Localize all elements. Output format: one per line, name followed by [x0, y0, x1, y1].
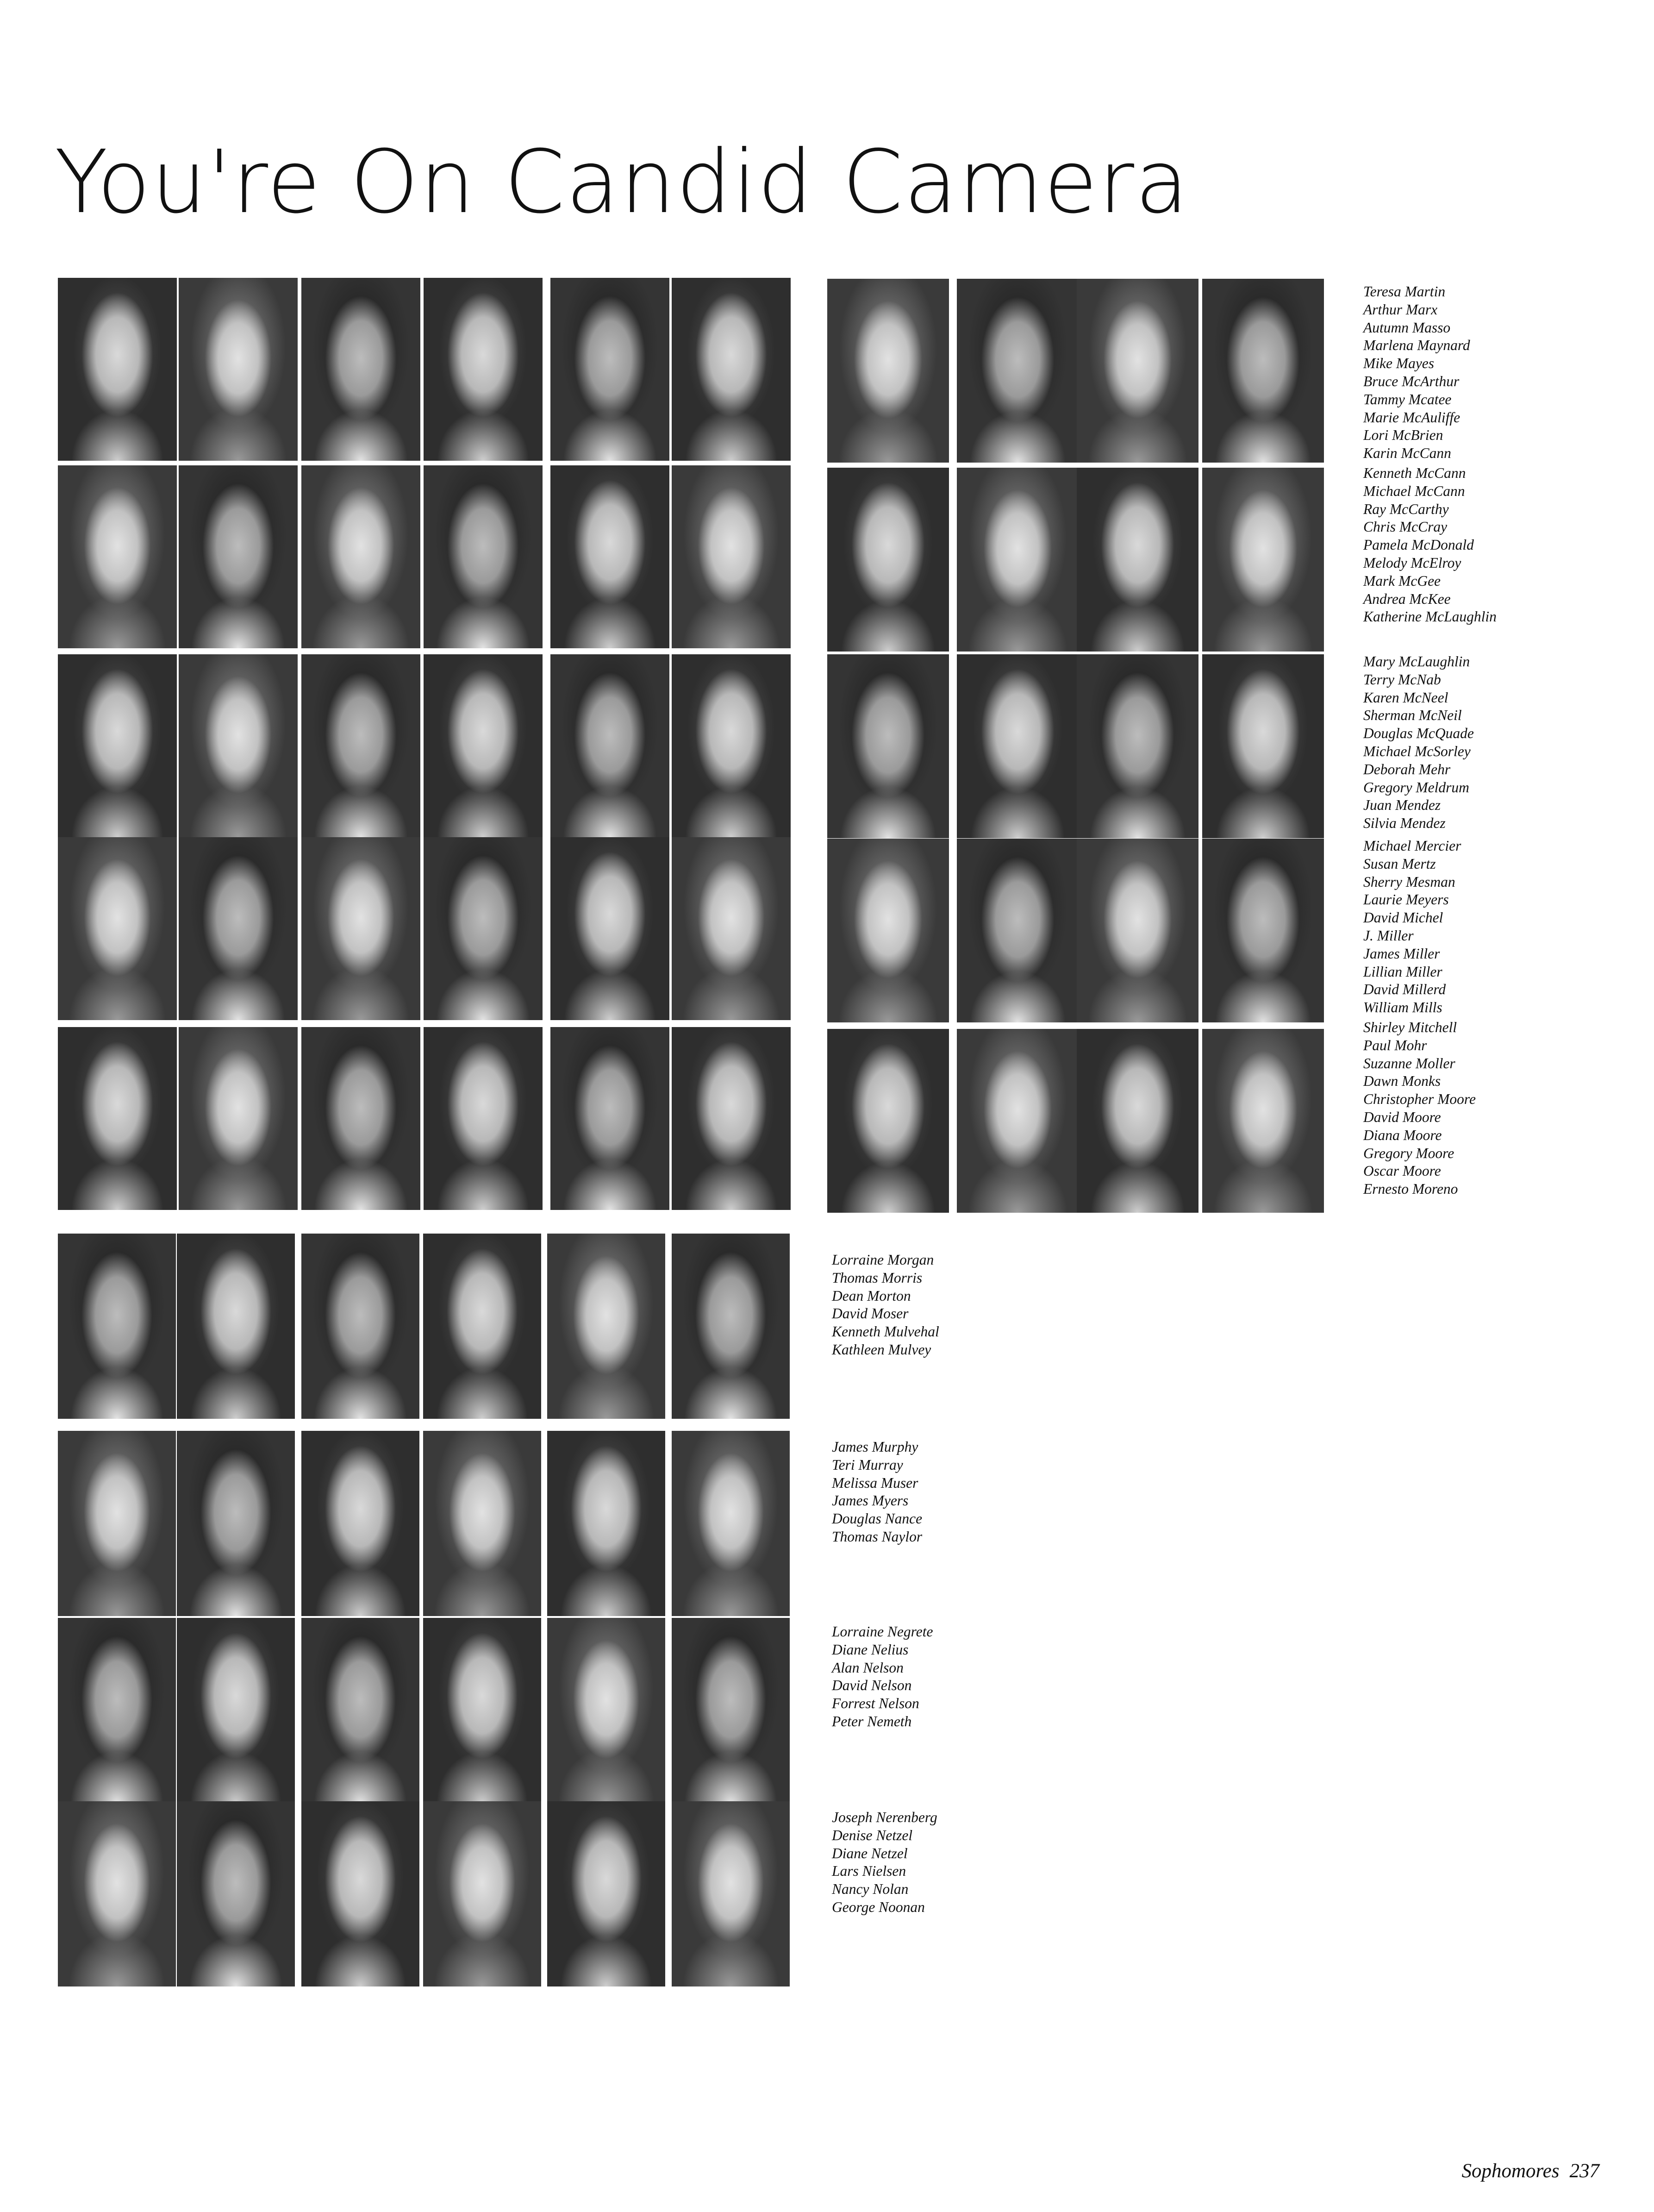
student-portrait [423, 1618, 541, 1803]
student-portrait [179, 465, 298, 648]
name-list-top-5 [1363, 1019, 1476, 1198]
name-entry: Juan Mendez [1363, 797, 1441, 814]
name-entry: Diana Moore [1363, 1127, 1442, 1143]
student-portrait [672, 837, 791, 1020]
student-portrait [550, 278, 669, 461]
student-portrait [672, 1801, 790, 1986]
name-entry: Deborah Mehr [1363, 761, 1451, 777]
student-portrait [827, 839, 949, 1022]
name-entry: Mark McGee [1363, 572, 1441, 589]
name-entry: Alan Nelson [832, 1659, 904, 1676]
name-entry: Andrea McKee [1363, 590, 1451, 607]
name-entry: Mary McLaughlin [1363, 653, 1470, 670]
name-entry: Christopher Moore [1363, 1091, 1476, 1108]
student-portrait [827, 654, 949, 838]
student-portrait [179, 654, 298, 837]
name-entry: Terry McNab [1363, 671, 1441, 688]
name-list-bottom-3 [832, 1623, 933, 1731]
student-portrait [424, 1027, 543, 1210]
student-portrait [550, 465, 669, 648]
student-portrait [423, 1801, 541, 1986]
student-portrait [423, 1431, 541, 1616]
name-entry: Autumn Masso [1363, 319, 1451, 336]
student-portrait [1202, 279, 1324, 463]
student-portrait [957, 468, 1079, 652]
name-list-bottom-2 [832, 1438, 922, 1546]
name-list-bottom-1 [832, 1251, 939, 1359]
student-portrait [301, 465, 420, 648]
name-entry: Karen McNeel [1363, 689, 1448, 706]
student-portrait [957, 654, 1079, 838]
student-portrait [827, 279, 949, 463]
student-portrait [177, 1431, 295, 1616]
name-entry: Lorraine Negrete [832, 1623, 933, 1640]
name-entry: Lorraine Morgan [832, 1252, 934, 1268]
name-entry: Douglas Nance [832, 1510, 923, 1527]
name-entry: Joseph Nerenberg [832, 1809, 937, 1825]
student-portrait [301, 654, 420, 837]
student-portrait [1202, 468, 1324, 652]
name-entry: David Millerd [1363, 981, 1446, 998]
name-entry: Marlena Maynard [1363, 337, 1470, 354]
student-portrait [547, 1431, 665, 1616]
name-entry: Kenneth Mulvehal [832, 1323, 939, 1340]
student-portrait [827, 1029, 949, 1213]
name-entry: Forrest Nelson [832, 1695, 919, 1712]
name-entry: Thomas Morris [832, 1269, 923, 1286]
name-entry: James Murphy [832, 1439, 918, 1455]
name-entry: Kenneth McCann [1363, 465, 1466, 481]
student-portrait [827, 468, 949, 652]
name-entry: Michael McSorley [1363, 743, 1471, 759]
student-portrait [1077, 279, 1198, 463]
student-portrait [547, 1618, 665, 1803]
student-portrait [547, 1234, 665, 1419]
student-portrait [177, 1234, 295, 1419]
student-portrait [1077, 1029, 1198, 1213]
name-entry: George Noonan [832, 1899, 925, 1915]
name-entry: Lillian Miller [1363, 963, 1442, 980]
name-entry: Katherine McLaughlin [1363, 608, 1497, 625]
student-portrait [672, 278, 791, 461]
name-entry: Lori McBrien [1363, 427, 1443, 444]
name-entry: Paul Mohr [1363, 1037, 1427, 1053]
student-portrait [1202, 1029, 1324, 1213]
name-entry: David Moore [1363, 1109, 1441, 1125]
name-list-top-4 [1363, 837, 1461, 1017]
student-portrait [423, 1234, 541, 1419]
name-entry: Pamela McDonald [1363, 537, 1474, 553]
student-portrait [58, 1027, 177, 1210]
student-portrait [550, 837, 669, 1020]
student-portrait [424, 654, 543, 837]
name-entry: Arthur Marx [1363, 301, 1438, 318]
student-portrait [179, 1027, 298, 1210]
student-portrait [1077, 468, 1198, 652]
name-entry: Oscar Moore [1363, 1163, 1441, 1179]
name-entry: J. Miller [1363, 927, 1414, 944]
name-entry: Diane Netzel [832, 1845, 908, 1861]
student-portrait [672, 1027, 791, 1210]
name-entry: Shirley Mitchell [1363, 1019, 1457, 1035]
name-entry: Karin McCann [1363, 445, 1451, 462]
name-entry: David Moser [832, 1305, 909, 1322]
name-entry: Melissa Muser [832, 1474, 918, 1491]
name-entry: David Nelson [832, 1677, 912, 1694]
student-portrait [424, 837, 543, 1020]
student-portrait [58, 1234, 176, 1419]
page-number: 237 [1569, 2160, 1599, 2182]
name-entry: Dean Morton [832, 1287, 911, 1304]
student-portrait [301, 1027, 420, 1210]
student-portrait [424, 278, 543, 461]
student-portrait [1202, 839, 1324, 1022]
name-entry: Ernesto Moreno [1363, 1181, 1458, 1197]
student-portrait [179, 837, 298, 1020]
student-portrait [177, 1801, 295, 1986]
name-entry: Peter Nemeth [832, 1713, 912, 1729]
name-entry: Douglas McQuade [1363, 725, 1474, 742]
name-entry: Lars Nielsen [832, 1863, 906, 1880]
name-list-top-2 [1363, 464, 1497, 626]
student-portrait [58, 278, 177, 461]
name-entry: Dawn Monks [1363, 1073, 1441, 1090]
name-entry: Bruce McArthur [1363, 373, 1460, 389]
name-entry: Chris McCray [1363, 519, 1448, 535]
page-title: You're On Candid Camera [55, 132, 1190, 233]
name-entry: David Michel [1363, 909, 1443, 926]
name-entry: Sherman McNeil [1363, 707, 1462, 724]
name-entry: James Miller [1363, 945, 1440, 962]
section-label: Sophomores [1461, 2160, 1560, 2182]
name-entry: Michael McCann [1363, 483, 1465, 499]
name-entry: Diane Nelius [832, 1641, 909, 1658]
student-portrait [1077, 839, 1198, 1022]
name-list-top-3 [1363, 653, 1474, 833]
name-entry: Gregory Meldrum [1363, 779, 1469, 796]
student-portrait [1202, 654, 1324, 838]
student-portrait [179, 278, 298, 461]
student-portrait [301, 1234, 419, 1419]
student-portrait [58, 1801, 176, 1986]
name-entry: Ray McCarthy [1363, 501, 1449, 517]
student-portrait [424, 465, 543, 648]
name-entry: Denise Netzel [832, 1827, 913, 1843]
name-entry: Mike Mayes [1363, 355, 1435, 372]
student-portrait [547, 1801, 665, 1986]
page-folio [1461, 2160, 1599, 2182]
name-entry: Susan Mertz [1363, 855, 1436, 872]
student-portrait [58, 654, 177, 837]
name-entry: Gregory Moore [1363, 1145, 1454, 1161]
student-portrait [957, 279, 1079, 463]
name-entry: Silvia Mendez [1363, 815, 1446, 832]
name-entry: Melody McElroy [1363, 554, 1461, 571]
student-portrait [301, 278, 420, 461]
name-entry: Sherry Mesman [1363, 873, 1455, 890]
student-portrait [672, 1618, 790, 1803]
name-entry: Marie McAuliffe [1363, 409, 1461, 426]
student-portrait [301, 1431, 419, 1616]
student-portrait [58, 465, 177, 648]
name-list-top-1 [1363, 283, 1470, 463]
name-entry: Teresa Martin [1363, 283, 1446, 300]
name-entry: James Myers [832, 1492, 909, 1509]
name-entry: Suzanne Moller [1363, 1055, 1455, 1072]
name-entry: Tammy Mcatee [1363, 391, 1452, 407]
name-entry: Laurie Meyers [1363, 891, 1449, 908]
student-portrait [550, 654, 669, 837]
student-portrait [957, 1029, 1079, 1213]
student-portrait [672, 654, 791, 837]
student-portrait [672, 1431, 790, 1616]
name-entry: Kathleen Mulvey [832, 1341, 931, 1358]
student-portrait [301, 1801, 419, 1986]
name-entry: Teri Murray [832, 1456, 903, 1473]
student-portrait [177, 1618, 295, 1803]
student-portrait [1077, 654, 1198, 838]
student-portrait [58, 1431, 176, 1616]
student-portrait [301, 837, 420, 1020]
student-portrait [58, 1618, 176, 1803]
name-entry: Michael Mercier [1363, 838, 1461, 854]
name-entry: William Mills [1363, 999, 1442, 1016]
student-portrait [672, 1234, 790, 1419]
student-portrait [672, 465, 791, 648]
name-entry: Nancy Nolan [832, 1881, 909, 1898]
student-portrait [957, 839, 1079, 1022]
student-portrait [301, 1618, 419, 1803]
student-portrait [58, 837, 177, 1020]
name-list-bottom-4 [832, 1809, 937, 1917]
name-entry: Thomas Naylor [832, 1528, 923, 1545]
student-portrait [550, 1027, 669, 1210]
